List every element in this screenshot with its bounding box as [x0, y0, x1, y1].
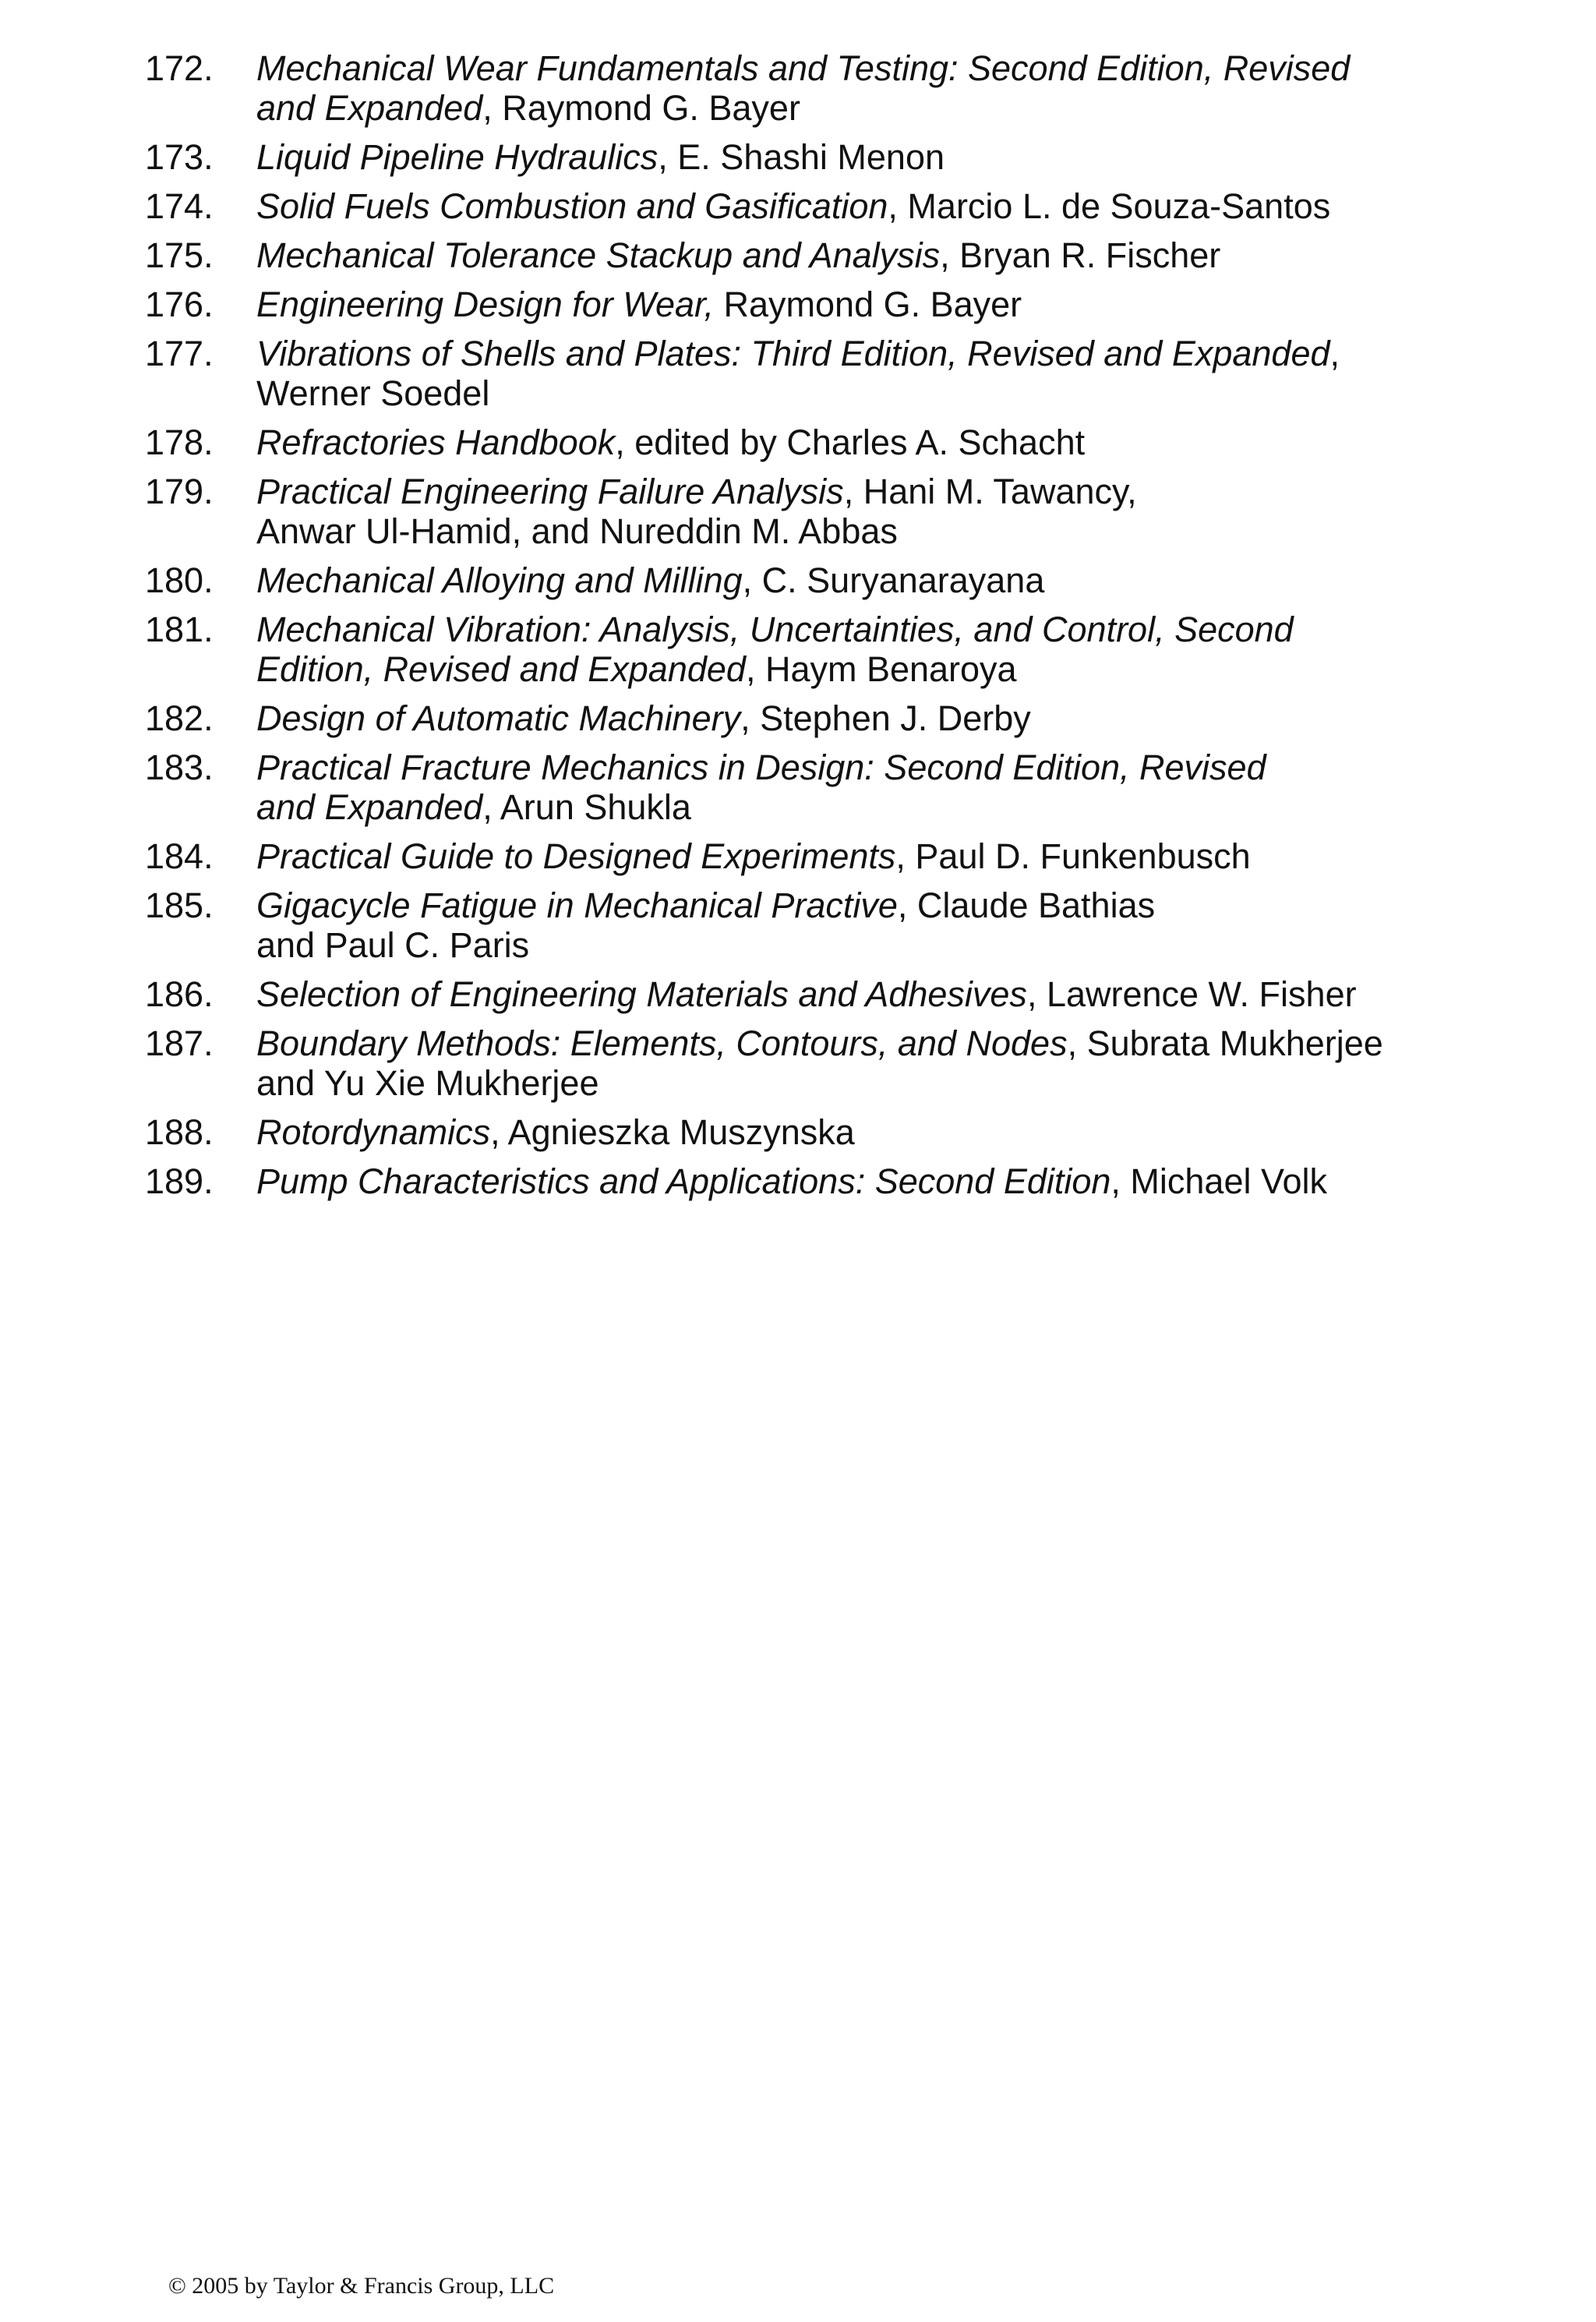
book-title: Practical Engineering Failure Analysis: [256, 472, 844, 511]
author-text: , Stephen J. Derby: [740, 698, 1031, 738]
book-title: Engineering Design for Wear,: [256, 285, 714, 324]
book-title: Liquid Pipeline Hydraulics: [256, 137, 659, 177]
author-text: , Michael Volk: [1110, 1161, 1328, 1201]
entry-text: [256, 698, 1470, 738]
list-item: [145, 48, 1470, 128]
list-item: [145, 885, 1470, 965]
list-item: [145, 186, 1470, 226]
entry-number: 184.: [145, 836, 214, 876]
list-item: [145, 422, 1470, 462]
list-item: [145, 334, 1470, 413]
entry-text: [256, 1161, 1470, 1201]
author-text: , Haym Benaroya: [745, 649, 1017, 689]
entry-number: 177.: [145, 334, 214, 373]
entry-text: [256, 747, 1470, 827]
entry-number: 187.: [145, 1023, 214, 1063]
author-text: , Agnieszka Muszynska: [490, 1112, 855, 1152]
entry-text: [256, 1112, 1470, 1152]
book-title: Mechanical Wear Fundamentals and Testing: Second Edition, Revised: [256, 48, 1351, 88]
entry-text: [256, 48, 1470, 128]
entry-number: 174.: [145, 186, 214, 226]
book-title: Mechanical Vibration: Analysis, Uncertainties, and Control, Second: [256, 610, 1294, 649]
author-text: and Paul C. Paris: [256, 925, 530, 965]
entry-number: 179.: [145, 472, 214, 511]
author-text: , edited by Charles A. Schacht: [615, 422, 1086, 462]
copyright-footer: © 2005 by Taylor & Francis Group, LLC: [168, 2273, 555, 2299]
book-title: Refractories Handbook: [256, 422, 616, 462]
author-text: , Lawrence W. Fisher: [1026, 974, 1357, 1014]
author-text: , Hani M. Tawancy,: [843, 472, 1137, 511]
entry-number: 180.: [145, 560, 214, 600]
list-item: [145, 1112, 1470, 1152]
list-item: [145, 974, 1470, 1014]
list-item: [145, 285, 1470, 324]
entry-text: [256, 137, 1470, 177]
book-title: Rotordynamics: [256, 1112, 491, 1152]
book-series-list: [145, 48, 1470, 1210]
author-text: , C. Suryanarayana: [742, 560, 1045, 600]
book-title: Selection of Engineering Materials and Adhesives: [256, 974, 1027, 1014]
author-text: , Raymond G. Bayer: [482, 88, 800, 128]
author-text: , Subrata Mukherjee: [1067, 1023, 1383, 1063]
list-item: [145, 472, 1470, 551]
book-title: Gigacycle Fatigue in Mechanical Practive: [256, 885, 898, 925]
list-item: [145, 137, 1470, 177]
entry-number: 172.: [145, 48, 214, 88]
author-text: , Arun Shukla: [482, 787, 691, 827]
entry-number: 185.: [145, 885, 214, 925]
book-title: and Expanded: [256, 88, 483, 128]
book-title: Solid Fuels Combustion and Gasification: [256, 186, 888, 226]
entry-text: [256, 472, 1470, 551]
entry-text: [256, 235, 1470, 275]
entry-text: [256, 186, 1470, 226]
entry-text: [256, 885, 1470, 965]
entry-number: 178.: [145, 422, 214, 462]
entry-number: 188.: [145, 1112, 214, 1152]
book-title: Boundary Methods: Elements, Contours, and Nodes: [256, 1023, 1068, 1063]
entry-text: [256, 974, 1470, 1014]
author-text: Raymond G. Bayer: [714, 285, 1022, 324]
entry-number: 182.: [145, 698, 214, 738]
list-item: [145, 747, 1470, 827]
author-text: , Bryan R. Fischer: [940, 235, 1221, 275]
list-item: [145, 235, 1470, 275]
author-text: , Marcio L. de Souza-Santos: [888, 186, 1331, 226]
entry-number: 175.: [145, 235, 214, 275]
entry-text: [256, 334, 1470, 413]
book-title: Mechanical Alloying and Milling: [256, 560, 743, 600]
book-title: Practical Guide to Designed Experiments: [256, 836, 896, 876]
entry-number: 183.: [145, 747, 214, 787]
entry-text: [256, 422, 1470, 462]
entry-text: [256, 1023, 1470, 1103]
book-title: Vibrations of Shells and Plates: Third Edition, Revised and Expanded: [256, 334, 1330, 373]
entry-number: 189.: [145, 1161, 214, 1201]
book-title: and Expanded: [256, 787, 483, 827]
author-text: Anwar Ul-Hamid, and Nureddin M. Abbas: [256, 511, 898, 551]
book-title: Mechanical Tolerance Stackup and Analysis: [256, 235, 941, 275]
author-text: , Paul D. Funkenbusch: [895, 836, 1251, 876]
book-title: Design of Automatic Machinery: [256, 698, 741, 738]
author-text: , Claude Bathias: [897, 885, 1156, 925]
author-text: and Yu Xie Mukherjee: [256, 1063, 599, 1103]
book-title: Practical Fracture Mechanics in Design: Second Edition, Revised: [256, 747, 1266, 787]
entry-number: 176.: [145, 285, 214, 324]
entry-text: [256, 836, 1470, 876]
book-title: Pump Characteristics and Applications: Second Edition: [256, 1161, 1111, 1201]
entry-number: 181.: [145, 610, 214, 649]
entry-text: [256, 610, 1470, 689]
entry-number: 173.: [145, 137, 214, 177]
list-item: [145, 1023, 1470, 1103]
list-item: [145, 698, 1470, 738]
entry-text: [256, 560, 1470, 600]
entry-number: 186.: [145, 974, 214, 1014]
list-item: [145, 1161, 1470, 1201]
author-text: ,: [1329, 334, 1340, 373]
list-item: [145, 560, 1470, 600]
list-item: [145, 836, 1470, 876]
book-title: Edition, Revised and Expanded: [256, 649, 746, 689]
entry-text: [256, 285, 1470, 324]
list-item: [145, 610, 1470, 689]
author-text: , E. Shashi Menon: [658, 137, 945, 177]
author-text: Werner Soedel: [256, 373, 490, 413]
